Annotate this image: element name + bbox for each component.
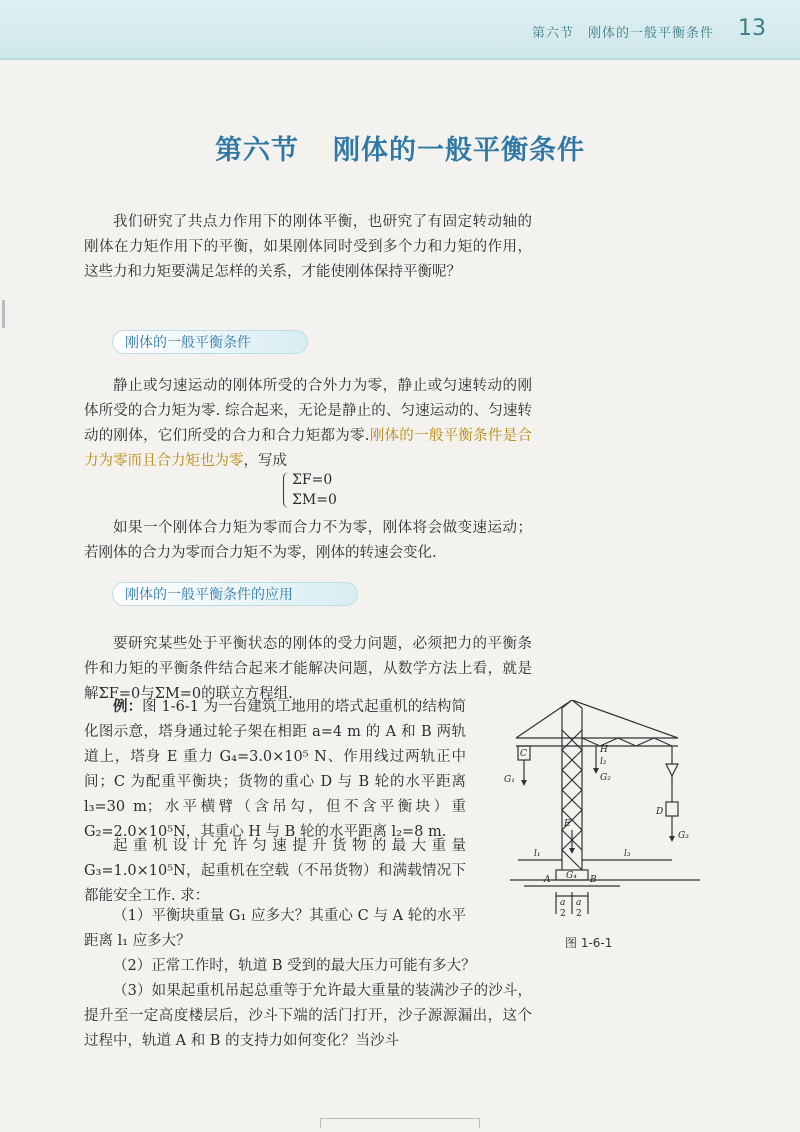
key-statement: 刚体的一般平衡条件是合力为零而且合力矩也为零 [84,428,532,469]
label-two-right: 2 [576,909,582,919]
label-C: C [520,749,527,759]
question-3: （3）如果起重机吊起总重等于允许最大重量的装满沙子的沙斗，提升至一定高度楼层后，沙斗下端的活门打开，沙子源源漏出，这个过程中，轨道 A 和 B 的支持力如何变化？当沙斗 [84,983,532,1049]
label-two-left: 2 [560,909,566,919]
label-l3: l₃ [624,849,631,859]
title-name: 刚体的一般平衡条件 [333,135,585,166]
label-a-left: a [560,898,566,908]
label-A: A [544,875,551,885]
label-D: D [656,807,664,817]
label-l1: l₁ [534,849,541,859]
question-2: （2）正常工作时，轨道 B 受到的最大压力可能有多大？ [113,958,476,974]
equation-brace [283,472,290,508]
equation-sum-force: ΣF=0 [292,472,333,488]
label-G4: G₄ [566,871,577,881]
page-title [0,128,800,167]
section-heading-application: 刚体的一般平衡条件的应用 [112,582,358,606]
binding-mark [2,300,5,328]
application-paragraph: 要研究某些处于平衡状态的刚体的受力问题，必须把力的平衡条件和力矩的平衡条件结合起来才能解决问题，从数学方法上看，就是解ΣF=0与ΣM=0的联立方程组. [84,636,532,702]
crane-figure [500,700,720,920]
example-label: 例： [113,698,143,715]
example-paragraph: 例：图 1-6-1 为一台建筑工地用的塔式起重机的结构简化图示意，塔身通过轮子架在相距 a=4 m 的 A 和 B 两轨道上，塔身 E 重力 G₄=3.0×10⁵ N、作用线过两轨正中间；C 为配重平衡块；货物的重心 D 与 B 轮的水平距离 l₃=30 m；水平横臂（含吊勾，但不含平衡块）重 G₂=2.0×10⁵N，其重心 H 与 B 轮的水平距离 l₂=8 m. [84,698,466,840]
running-head: 第六节 刚体的一般平衡条件 [531,26,714,41]
bottom-bracket [320,1118,480,1125]
equation-sum-moment: ΣM=0 [292,492,337,508]
section-heading-conditions: 刚体的一般平衡条件 [112,330,308,354]
label-G3: G₃ [678,831,689,841]
conditions-paragraph: 静止或匀速运动的刚体所受的合外力为零，静止或匀速转动的刚体所受的合力矩为零. 综合起来，无论是静止的、匀速运动的、匀速转动的刚体，它们所受的合力和合力矩都为零.刚体的一般平衡条件是合力为零而且合力矩也为零，写成 [84,378,532,469]
title-section: 第六节 [215,135,299,166]
label-l2: l₂ [600,757,607,767]
header-rule [0,58,800,60]
figure-caption: 图 1-6-1 [565,936,613,950]
design-paragraph: 起重机设计允许匀速提升货物的最大重量 G₃=1.0×10⁵N，起重机在空载（不吊货物）和满载情况下都能安全工作. 求： [84,838,466,904]
label-G1: G₁ [504,775,515,785]
consequence-paragraph: 如果一个刚体合力矩为零而合力不为零，刚体将会做变速运动；若刚体的合力为零而合力矩不为零，刚体的转速会变化. [84,520,532,561]
question-1: （1）平衡块重量 G₁ 应多大？其重心 C 与 A 轮的水平距离 l₁ 应多大？ [84,908,466,949]
intro-paragraph: 我们研究了共点力作用下的刚体平衡，也研究了有固定转动轴的刚体在力矩作用下的平衡，如果刚体同时受到多个力和力矩的作用，这些力和力矩要满足怎样的关系，才能使刚体保持平衡呢？ [84,214,532,280]
label-E: E [564,819,571,829]
label-H: H [600,745,608,755]
label-a-right: a [576,898,582,908]
label-B: B [590,875,597,885]
label-G2: G₂ [600,773,611,783]
page-number: 13 [738,16,766,41]
